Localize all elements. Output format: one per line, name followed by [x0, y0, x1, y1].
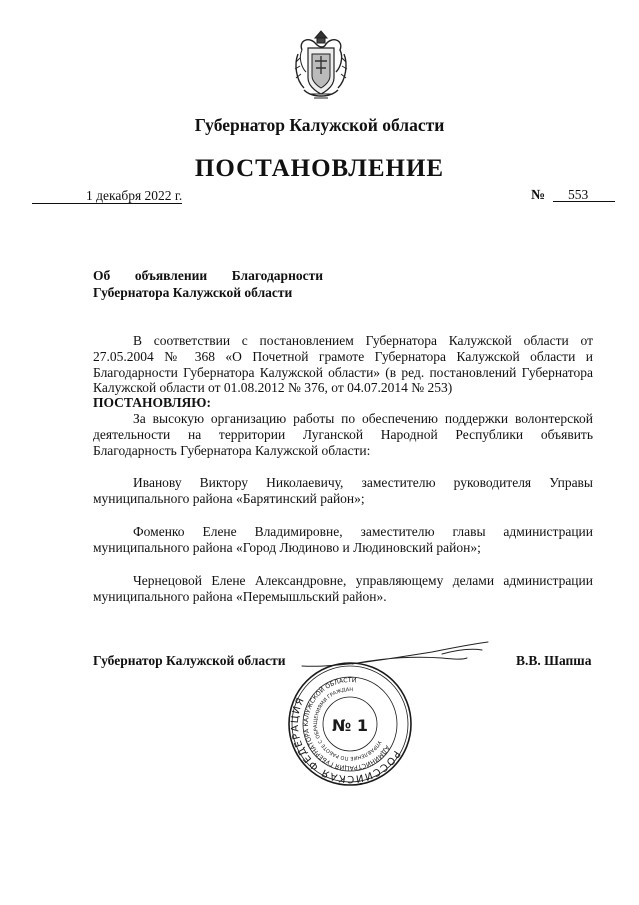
legal-basis-paragraph [93, 333, 593, 396]
official-seal [286, 660, 414, 788]
signatory-name: В.В. Шапша [516, 653, 592, 668]
signatory-position: Губернатор Калужской области [93, 653, 286, 668]
seal-number: № 1 [332, 716, 368, 735]
seal-outer-text: РОССИЙСКАЯ ФЕДЕРАЦИЯ [289, 695, 402, 785]
recipient-paragraph [93, 475, 593, 507]
document-subject [93, 267, 323, 301]
recipient-text: Иванову Виктору Николаевичу, заместителю руководителя Управы муниципального района «Барятинский район»; [93, 475, 593, 506]
document-type-title: ПОСТАНОВЛЕНИЕ [194, 155, 445, 182]
seal-inner-text: УПРАВЛЕНИЕ ПО РАБОТЕ С ОБРАЩЕНИЯМИ ГРАЖДАН [312, 686, 382, 762]
legal-basis-text: В соответствии с постановлением Губернатора Калужской области от 27.05.2004 № 368 «О Почетной грамоте Губернатора Калужской области и Благодарности Губернатора Калужской области» (в ред. постановлений Губернатора Калужской области от 01.08.2012 № 376, от 04.07.2014 № 253) [93, 333, 593, 396]
main-paragraph [93, 411, 593, 458]
recipient-paragraph [93, 573, 593, 605]
coat-of-arms-emblem [290, 28, 352, 102]
subject-line-2: Губернатора Калужской области [93, 285, 293, 300]
recipient-text: Фоменко Елене Владимировне, заместителю главы администрации муниципального района «Город Людиново и Людиновский район»; [93, 524, 593, 555]
seal-middle-text: АДМИНИСТРАЦИЯ ГУБЕРНАТОРА КАЛУЖСКОЙ ОБЛАСТИ [302, 676, 391, 772]
issuing-authority: Губернатор Калужской области [194, 115, 445, 135]
document-date: 1 декабря 2022 г. [86, 188, 183, 203]
subject-word: Благодарности [231, 268, 323, 283]
recipient-text: Чернецовой Елене Александровне, управляющему делами администрации муниципального района «Перемышльский район». [93, 573, 593, 604]
subject-word: Об [93, 268, 111, 283]
document-number: 553 [568, 187, 589, 202]
subject-word: объявлении [134, 268, 208, 283]
main-text: За высокую организацию работы по обеспечению поддержки волонтерской деятельности на территории Луганской Народной Республики объявить Благодарность Губернатора Калужской области: [93, 411, 593, 458]
recipient-paragraph [93, 524, 593, 556]
resolve-heading: ПОСТАНОВЛЯЮ: [93, 395, 211, 410]
number-sign: № [531, 188, 546, 203]
